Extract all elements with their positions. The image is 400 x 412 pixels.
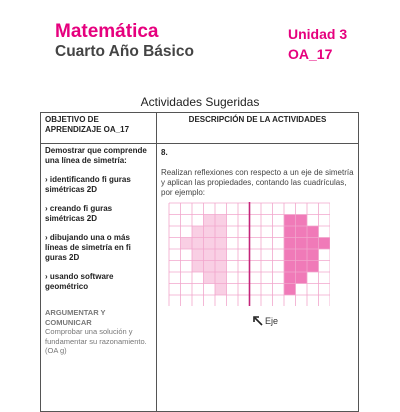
light-shape-cell [215, 272, 227, 284]
objective-item: › identificando fi guras simétricas 2D [45, 175, 131, 194]
dark-shape-cell [284, 284, 296, 296]
light-shape-cell [192, 261, 204, 273]
skill-text: Comprobar una solución y fundamentar su razonamiento. (OA g) [45, 327, 147, 355]
dark-shape-cell [284, 226, 296, 238]
light-shape-cell [181, 238, 193, 250]
light-shape-cell [204, 249, 216, 261]
unit-label: Unidad 3 [288, 26, 348, 42]
page-title: Matemática [55, 21, 159, 42]
dark-shape-cell [296, 238, 308, 250]
dark-shape-cell [284, 249, 296, 261]
light-shape-cell [215, 226, 227, 238]
objective-lead: Demostrar que comprende una línea de simetría: [45, 146, 147, 165]
skill-box [45, 308, 152, 356]
light-shape-cell [215, 238, 227, 250]
light-shape-cell [204, 226, 216, 238]
light-shape-cell [215, 284, 227, 296]
activity-number: 8. [161, 148, 168, 157]
page-subtitle: Cuarto Año Básico [55, 43, 194, 60]
objective-cell [41, 144, 157, 412]
light-shape-cell [204, 272, 216, 284]
dark-shape-cell [296, 226, 308, 238]
dark-shape-cell [296, 249, 308, 261]
light-shape-cell [215, 261, 227, 273]
light-shape-cell [204, 238, 216, 250]
dark-shape-cell [307, 226, 319, 238]
dark-shape-cell [284, 215, 296, 227]
axis-callout [253, 316, 278, 326]
dark-shape-cell [307, 249, 319, 261]
light-shape-cell [204, 215, 216, 227]
description-header: DESCRIPCIÓN DE LA ACTIVIDADES [157, 113, 359, 144]
section-title: Actividades Sugeridas [140, 95, 260, 109]
dark-shape-cell [307, 238, 319, 250]
dark-shape-cell [319, 238, 331, 250]
oa-code: OA_17 [288, 46, 333, 62]
dark-shape-cell [296, 272, 308, 284]
dark-shape-cell [307, 261, 319, 273]
light-shape-cell [204, 261, 216, 273]
light-shape-cell [192, 238, 204, 250]
objective-item: › usando software geométrico [45, 272, 114, 291]
skill-title: ARGUMENTAR Y COMUNICAR [45, 308, 106, 327]
arrow-up-left-icon [253, 316, 263, 326]
objective-item: › creando fi guras simétricas 2D [45, 204, 113, 223]
objective-header: OBJETIVO DE APRENDIZAJE OA_17 [41, 113, 157, 144]
dark-shape-cell [284, 272, 296, 284]
dark-shape-cell [296, 261, 308, 273]
light-shape-cell [192, 249, 204, 261]
activity-text: Realizan reflexiones con respecto a un eje de simetría y aplican las propiedades, contando las cuadrículas, por ejemplo: [161, 168, 354, 197]
light-shape-cell [215, 249, 227, 261]
light-shape-cell [215, 215, 227, 227]
dark-shape-cell [284, 238, 296, 250]
symmetry-grid-figure [168, 202, 330, 306]
light-shape-cell [192, 226, 204, 238]
dark-shape-cell [296, 215, 308, 227]
axis-label: Eje [265, 316, 279, 326]
objective-item: › dibujando una o más líneas de simetría en fi guras 2D [45, 233, 131, 262]
dark-shape-cell [284, 261, 296, 273]
